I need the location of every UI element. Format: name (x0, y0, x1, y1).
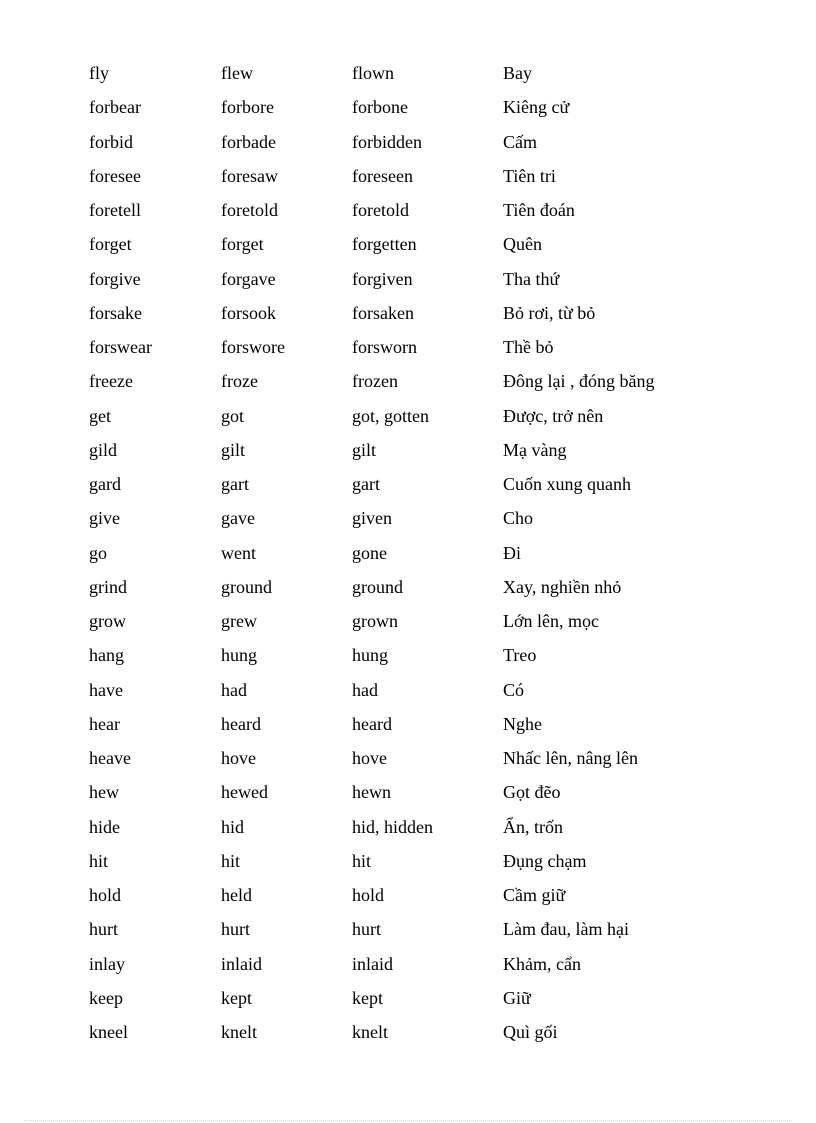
verb-base-form: hide (89, 816, 120, 837)
verb-past-participle: hurt (352, 919, 381, 940)
verb-base-form: forbear (89, 97, 141, 118)
verb-past-participle: frozen (352, 371, 398, 392)
verb-base-form: freeze (89, 371, 133, 392)
verb-past-participle: inlaid (352, 953, 393, 974)
verb-base-form: forswear (89, 337, 152, 357)
verb-base-form: get (89, 405, 111, 426)
verb-past-simple: ground (221, 576, 272, 597)
verb-row (89, 947, 789, 981)
verb-meaning: Lớn lên, mọc (503, 611, 599, 631)
verb-base-form: hear (89, 713, 120, 734)
verb-past-participle: foreseen (352, 165, 413, 186)
verb-past-participle: forbone (352, 97, 408, 118)
verb-base-form: fly (89, 63, 109, 83)
verb-past-participle: knelt (352, 1022, 388, 1042)
verb-past-participle: hung (352, 645, 388, 666)
verb-row (89, 467, 789, 501)
verb-meaning: Khảm, cẩn (503, 953, 581, 974)
verb-past-simple: gave (221, 508, 255, 529)
verb-past-participle: forsworn (352, 337, 417, 357)
verb-meaning: Tha thứ (503, 268, 560, 289)
verb-row (89, 570, 789, 604)
verb-past-simple: knelt (221, 1022, 257, 1042)
verb-past-simple: flew (221, 63, 253, 83)
verb-past-simple: forbade (221, 131, 276, 152)
verb-base-form: forgive (89, 268, 141, 289)
verb-past-simple: got (221, 405, 245, 426)
verb-base-form: go (89, 542, 107, 563)
verb-past-participle: hid, hidden (352, 816, 433, 837)
verb-row (89, 501, 789, 535)
verb-past-simple: hid (221, 816, 245, 837)
verb-past-participle: hove (352, 748, 387, 768)
verb-past-participle: forgiven (352, 268, 413, 289)
verb-past-participle: hewn (352, 782, 391, 803)
verb-meaning: Xay, nghiền nhỏ (503, 576, 622, 597)
verb-past-simple: hurt (221, 919, 250, 940)
verb-meaning: Tiên đoán (503, 200, 575, 220)
verb-past-participle: forsaken (352, 302, 414, 323)
verb-past-participle: given (352, 508, 392, 529)
verb-past-simple: held (221, 885, 252, 905)
verb-meaning: Bay (503, 63, 532, 83)
verb-past-participle: hold (352, 885, 385, 905)
verb-base-form: kneel (89, 1022, 128, 1042)
verb-base-form: have (89, 679, 123, 700)
verb-base-form: grow (89, 611, 126, 631)
verb-row (89, 296, 789, 330)
verb-row (89, 775, 789, 809)
verb-meaning: Cấm (503, 131, 537, 152)
verb-meaning: Có (503, 679, 525, 700)
verb-row (89, 364, 789, 398)
verb-meaning: Cuốn xung quanh (503, 474, 631, 494)
verb-base-form: hit (89, 850, 109, 871)
verb-past-simple: hit (221, 850, 241, 871)
verb-row (89, 125, 789, 159)
verb-base-form: forsake (89, 302, 142, 323)
verb-past-participle: had (352, 679, 378, 700)
verb-base-form: gild (89, 439, 118, 460)
verb-meaning: Làm đau, làm hại (503, 919, 629, 940)
verb-base-form: give (89, 508, 120, 529)
verb-base-form: foresee (89, 165, 141, 186)
verb-base-form: hew (89, 782, 119, 803)
verb-meaning: Mạ vàng (503, 439, 567, 460)
verb-meaning: Gọt đẽo (503, 782, 561, 803)
verb-past-participle: grown (352, 611, 398, 631)
verb-row (89, 1015, 789, 1049)
verb-past-simple: hewed (221, 782, 268, 803)
page-bottom-divider (24, 1120, 792, 1121)
verb-past-participle: foretold (352, 200, 409, 220)
verb-past-simple: heard (221, 713, 261, 734)
verb-row (89, 90, 789, 124)
verb-past-participle: gart (352, 474, 380, 494)
verb-meaning: Giữ (503, 987, 531, 1008)
verb-meaning: Tiên tri (503, 165, 556, 186)
verb-row (89, 673, 789, 707)
verb-row (89, 878, 789, 912)
verb-past-simple: foresaw (221, 165, 278, 186)
irregular-verb-table (89, 56, 789, 1049)
verb-past-participle: got, gotten (352, 405, 429, 426)
verb-base-form: grind (89, 576, 127, 597)
verb-meaning: Kiêng cử (503, 97, 570, 118)
verb-past-simple: froze (221, 371, 258, 392)
verb-meaning: Nghe (503, 713, 542, 734)
verb-meaning: Quì gối (503, 1022, 558, 1042)
verb-past-simple: kept (221, 987, 252, 1008)
verb-past-simple: hove (221, 748, 256, 768)
verb-row (89, 604, 789, 638)
verb-row (89, 810, 789, 844)
verb-past-participle: gone (352, 542, 387, 563)
verb-base-form: hurt (89, 919, 118, 940)
verb-row (89, 638, 789, 672)
verb-base-form: forget (89, 234, 132, 255)
verb-past-simple: went (221, 542, 256, 563)
verb-past-simple: gart (221, 474, 249, 494)
verb-base-form: foretell (89, 200, 141, 220)
verb-row (89, 536, 789, 570)
verb-meaning: Đi (503, 542, 521, 563)
verb-past-simple: forswore (221, 337, 285, 357)
verb-row (89, 262, 789, 296)
verb-base-form: forbid (89, 131, 133, 152)
verb-row (89, 193, 789, 227)
verb-row (89, 330, 789, 364)
verb-base-form: hold (89, 885, 122, 905)
verb-past-participle: forbidden (352, 131, 422, 152)
verb-meaning: Ẩn, trốn (503, 816, 563, 837)
verb-row (89, 912, 789, 946)
verb-meaning: Bỏ rơi, từ bỏ (503, 302, 596, 323)
verb-past-simple: hung (221, 645, 257, 666)
verb-past-simple: had (221, 679, 247, 700)
verb-row (89, 741, 789, 775)
verb-past-participle: ground (352, 576, 403, 597)
verb-base-form: keep (89, 987, 123, 1008)
verb-row (89, 981, 789, 1015)
verb-past-simple: inlaid (221, 953, 262, 974)
verb-row (89, 707, 789, 741)
verb-meaning: Thề bỏ (503, 337, 554, 357)
verb-base-form: gard (89, 474, 121, 494)
verb-past-simple: forgave (221, 268, 276, 289)
verb-past-simple: gilt (221, 439, 246, 460)
verb-meaning: Cho (503, 508, 534, 529)
verb-past-simple: forsook (221, 302, 276, 323)
verb-meaning: Cầm giữ (503, 885, 566, 905)
verb-past-participle: hit (352, 850, 372, 871)
verb-base-form: heave (89, 748, 131, 768)
verb-past-simple: grew (221, 611, 257, 631)
verb-row (89, 56, 789, 90)
verb-meaning: Đông lại , đóng băng (503, 371, 655, 392)
verb-meaning: Đụng chạm (503, 850, 587, 871)
verb-row (89, 433, 789, 467)
verb-past-participle: forgetten (352, 234, 417, 255)
verb-meaning: Quên (503, 234, 542, 255)
verb-past-participle: heard (352, 713, 392, 734)
verb-base-form: hang (89, 645, 124, 666)
verb-row (89, 399, 789, 433)
verb-meaning: Được, trở nên (503, 405, 604, 426)
verb-past-simple: foretold (221, 200, 278, 220)
verb-past-participle: kept (352, 987, 383, 1008)
verb-past-participle: flown (352, 63, 394, 83)
verb-past-simple: forbore (221, 97, 274, 118)
verb-row (89, 844, 789, 878)
verb-meaning: Nhấc lên, nâng lên (503, 748, 638, 768)
verb-row (89, 159, 789, 193)
verb-base-form: inlay (89, 953, 125, 974)
verb-row (89, 227, 789, 261)
verb-past-simple: forget (221, 234, 264, 255)
verb-meaning: Treo (503, 645, 537, 666)
verb-past-participle: gilt (352, 439, 377, 460)
